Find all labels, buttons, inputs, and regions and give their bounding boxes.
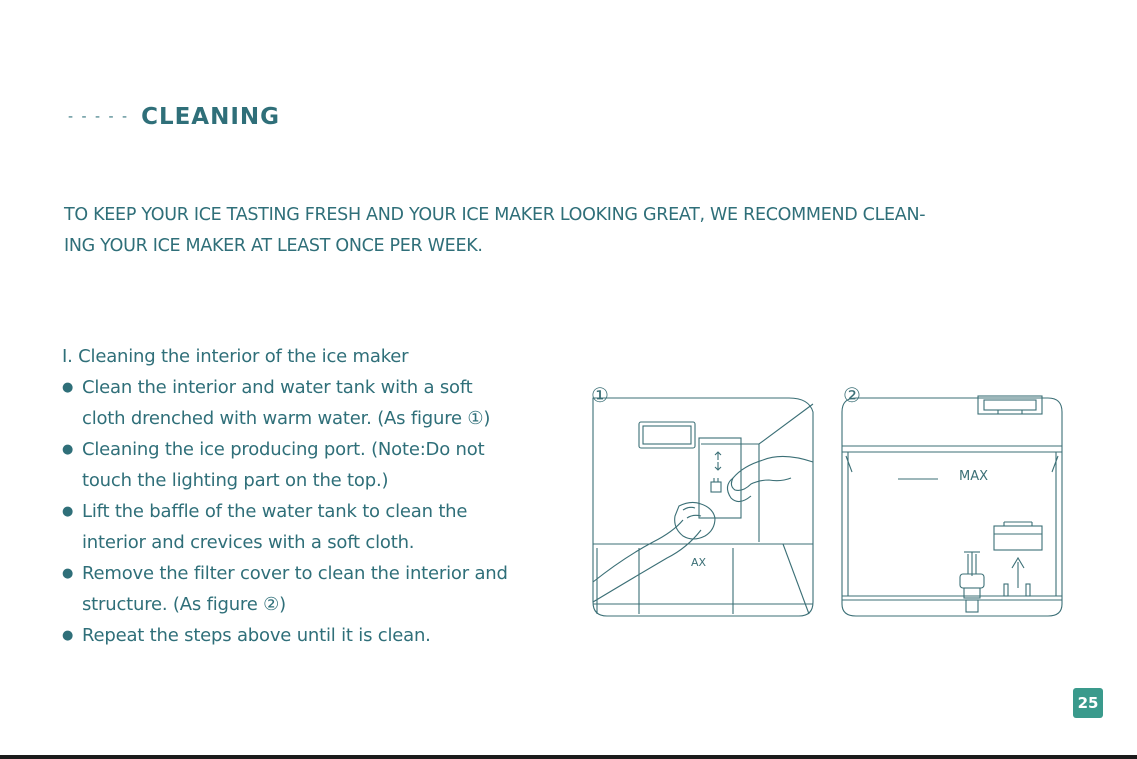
header-dashes: - - - - - — [68, 109, 130, 125]
list-item-line: Cleaning the ice producing port. (Note:Do not — [82, 439, 485, 460]
intro-line-1: TO KEEP YOUR ICE TASTING FRESH AND YOUR ICE MAKER LOOKING GREAT, WE RECOMMEND CLEAN- — [64, 205, 926, 225]
bullet-icon: ● — [62, 504, 74, 519]
figure-1-label: AX — [691, 556, 707, 569]
bullet-icon: ● — [62, 442, 74, 457]
section-title: CLEANING — [141, 104, 281, 130]
figure-2-illustration — [832, 382, 1066, 620]
intro-paragraph — [64, 200, 1064, 262]
list-item-line: interior and crevices with a soft cloth. — [82, 532, 415, 553]
list-item-line: structure. (As figure ②) — [82, 594, 286, 615]
list-item — [62, 620, 562, 651]
figure-1-illustration — [583, 382, 819, 620]
list-item — [62, 372, 562, 434]
bullet-icon: ● — [62, 566, 74, 581]
intro-line-2: ING YOUR ICE MAKER AT LEAST ONCE PER WEEK. — [64, 236, 483, 256]
cleaning-steps — [62, 341, 562, 651]
bullet-icon: ● — [62, 628, 74, 643]
list-item — [62, 434, 562, 496]
list-item-line: Lift the baffle of the water tank to clean the — [82, 501, 468, 522]
list-item-line: Remove the filter cover to clean the interior and — [82, 563, 508, 584]
list-item-line: touch the lighting part on the top.) — [82, 470, 389, 491]
page-number-badge: 25 — [1073, 688, 1103, 718]
figure-2-label: MAX — [959, 469, 989, 484]
list-item-line: Clean the interior and water tank with a soft — [82, 377, 473, 398]
figure-2-number: ② — [843, 383, 861, 407]
section-header — [68, 102, 280, 132]
page-bottom-divider — [0, 755, 1137, 759]
list-item-line: Repeat the steps above until it is clean. — [82, 625, 431, 646]
list-item — [62, 496, 562, 558]
list-item — [62, 558, 562, 620]
list-item-line: cloth drenched with warm water. (As figure ①) — [82, 408, 491, 429]
bullet-icon: ● — [62, 380, 74, 395]
step-section-title: I. Cleaning the interior of the ice maker — [62, 346, 409, 367]
figure-1-number: ① — [591, 383, 609, 407]
